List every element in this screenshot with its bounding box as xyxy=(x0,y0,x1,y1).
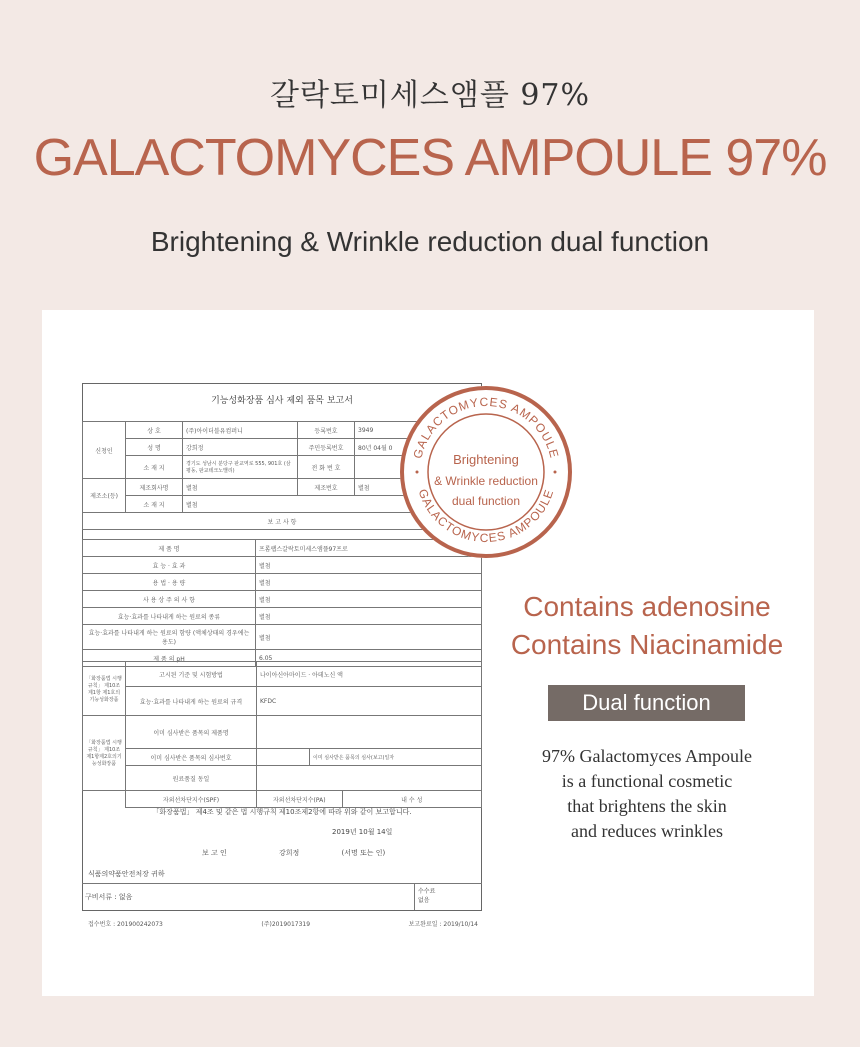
regulation-row-value: KFDC xyxy=(257,687,482,716)
reporter-label: 보 고 인 xyxy=(202,849,227,857)
maker-no: 별첨 xyxy=(355,479,482,496)
row-value: 프롬랩스갈락토미세스앰플97프로 xyxy=(256,540,482,557)
stamp-dot-right xyxy=(554,471,557,474)
main-title: GALACTOMYCES AMPOULE 97% xyxy=(33,129,827,187)
regulation2-row-label: 원료품질 동일 xyxy=(126,766,257,791)
birth-label: 주민등록번호 xyxy=(298,439,355,456)
document-footer xyxy=(88,919,478,928)
regulation2-row-label: 이미 심사받은 품목의 심사번호 xyxy=(126,749,257,766)
regulation2-row-extra: 이미 심사받은 품목의 심사(보고)일자 xyxy=(310,749,482,766)
reporter-line xyxy=(202,848,385,858)
pa-label: 자외선차단지수(PA) xyxy=(257,791,343,808)
product-description xyxy=(492,744,802,844)
contains-list xyxy=(492,588,802,664)
contains-adenosine: Contains adenosine xyxy=(523,591,771,622)
maker-name: 별첨 xyxy=(183,479,298,496)
rep-label: 성 명 xyxy=(126,439,183,456)
stamp-line-1: Brightening xyxy=(453,452,519,467)
report-statement: 「화장품법」 제4조 및 같은 법 시행규칙 제10조제2항에 따라 위와 같이 보고합니다. xyxy=(152,808,412,816)
description-line: and reduces wrinkles xyxy=(571,821,723,841)
water-label: 내 수 성 xyxy=(342,791,481,808)
maker-addr: 별첨 xyxy=(183,496,482,513)
regulation2-row-value xyxy=(257,716,482,749)
row-value: 6.05 xyxy=(256,650,482,667)
subtitle: Brightening & Wrinkle reduction dual function xyxy=(150,226,710,257)
regulation-label: 「화장품법 시행규칙」 제10조제1항 제1호의 기능성화장품 xyxy=(83,662,126,716)
address: 경기도 성남시 분당구 판교역로 555, 901호 (삼평동, 판교테크노밸리) xyxy=(183,456,298,479)
maker-label: 제조소(등) xyxy=(83,479,126,513)
regulation-row-label: 고시된 기준 및 시험방법 xyxy=(126,662,257,687)
document-title: 기능성화장품 심사 제외 품목 보고서 xyxy=(211,396,353,406)
description-line: 97% Galactomyces Ampoule xyxy=(542,746,752,766)
row-label: 효능·효과를 나타내게 하는 원료의 종류 xyxy=(83,608,256,625)
row-label: 사 용 상 주 의 사 항 xyxy=(83,591,256,608)
footer-company: (주)2019017319 xyxy=(261,921,311,928)
fee-value: 없음 xyxy=(418,897,430,904)
birth-value: 80년 04월 0 xyxy=(355,439,482,456)
trade-name-label: 상 호 xyxy=(126,422,183,439)
signature-note: (서명 또는 인) xyxy=(341,849,386,857)
regulation2-row-label: 이미 심사받은 품목의 제품명 xyxy=(126,716,257,749)
row-label: 효 능 · 효 과 xyxy=(83,557,256,574)
spf-label: 자외선차단지수(SPF) xyxy=(126,791,257,808)
maker-addr-label: 소 재 지 xyxy=(126,496,183,513)
regulation-row-value: 나이아신아마이드 · 아데노신 액 xyxy=(257,662,482,687)
description-line: that brightens the skin xyxy=(567,796,727,816)
reporter-name: 강희정 xyxy=(278,849,300,857)
content-panel xyxy=(42,310,814,996)
stamp-ring-bottom-text: GALACTOMYCES AMPOULE xyxy=(415,487,557,546)
stamp-ring-top-text: GALACTOMYCES AMPOULE xyxy=(410,394,562,461)
phone-label: 전 화 번 호 xyxy=(298,456,355,479)
row-label: 효능·효과를 나타내게 하는 원료의 함량 (액체상태의 경우에는 용도) xyxy=(83,625,256,650)
attachments-row xyxy=(82,883,482,910)
trade-name: (주)아이더블유컴퍼니 xyxy=(183,422,298,439)
regulation-table xyxy=(82,661,482,808)
row-value: 별첨 xyxy=(256,625,482,650)
reg-no-label: 등록번호 xyxy=(298,422,355,439)
applicant-label: 신청인 xyxy=(83,422,126,479)
maker-no-label: 제조번호 xyxy=(298,479,355,496)
regulation2-label: 「화장품법 시행규칙」 제10조제1항제2호의기능성화장품 xyxy=(83,716,126,791)
row-value: 별첨 xyxy=(256,608,482,625)
footer-date: 보고완료일 : 2019/10/14 xyxy=(408,921,478,928)
row-label: 제 품 명 xyxy=(83,540,256,557)
description-line: is a functional cosmetic xyxy=(561,771,733,791)
rep-name: 강희정 xyxy=(183,439,298,456)
reg-no: 3949 xyxy=(355,422,482,439)
report-section-title: 보 고 사 항 xyxy=(83,513,482,530)
stamp-line-2: & Wrinkle reduction xyxy=(434,474,538,488)
row-value: 별첨 xyxy=(256,591,482,608)
row-label: 용 법 · 용 량 xyxy=(83,574,256,591)
row-value: 별첨 xyxy=(256,557,482,574)
regulation2-row-value xyxy=(257,749,310,766)
regulation2-row-value xyxy=(257,766,482,791)
attachments: 구비서류 : 없음 xyxy=(85,893,133,901)
stamp-line-3: dual function xyxy=(451,494,521,508)
report-date: 2019년 10월 14일 xyxy=(332,828,393,836)
maker-name-label: 제조회사명 xyxy=(126,479,183,496)
stamp-dot-left xyxy=(416,471,419,474)
addressee: 식품의약품안전처장 귀하 xyxy=(88,870,165,878)
address-label: 소 재 지 xyxy=(126,456,183,479)
contains-niacinamide: Contains Niacinamide xyxy=(510,629,784,660)
footer-receipt: 접수번호 : 201900242073 xyxy=(88,921,163,928)
row-value: 별첨 xyxy=(256,574,482,591)
dual-function-badge: Dual function xyxy=(548,685,745,721)
fee-label: 수수료 xyxy=(418,888,436,895)
row-label: 제 품 의 pH xyxy=(83,650,256,667)
spacer-cell xyxy=(83,791,126,808)
fee-box xyxy=(414,884,480,910)
regulation-row-label: 효능·효과를 나타내게 하는 원료의 규격 xyxy=(126,687,257,716)
certification-stamp xyxy=(398,384,574,560)
korean-title: 갈락토미세스앰플 97% xyxy=(269,78,591,113)
